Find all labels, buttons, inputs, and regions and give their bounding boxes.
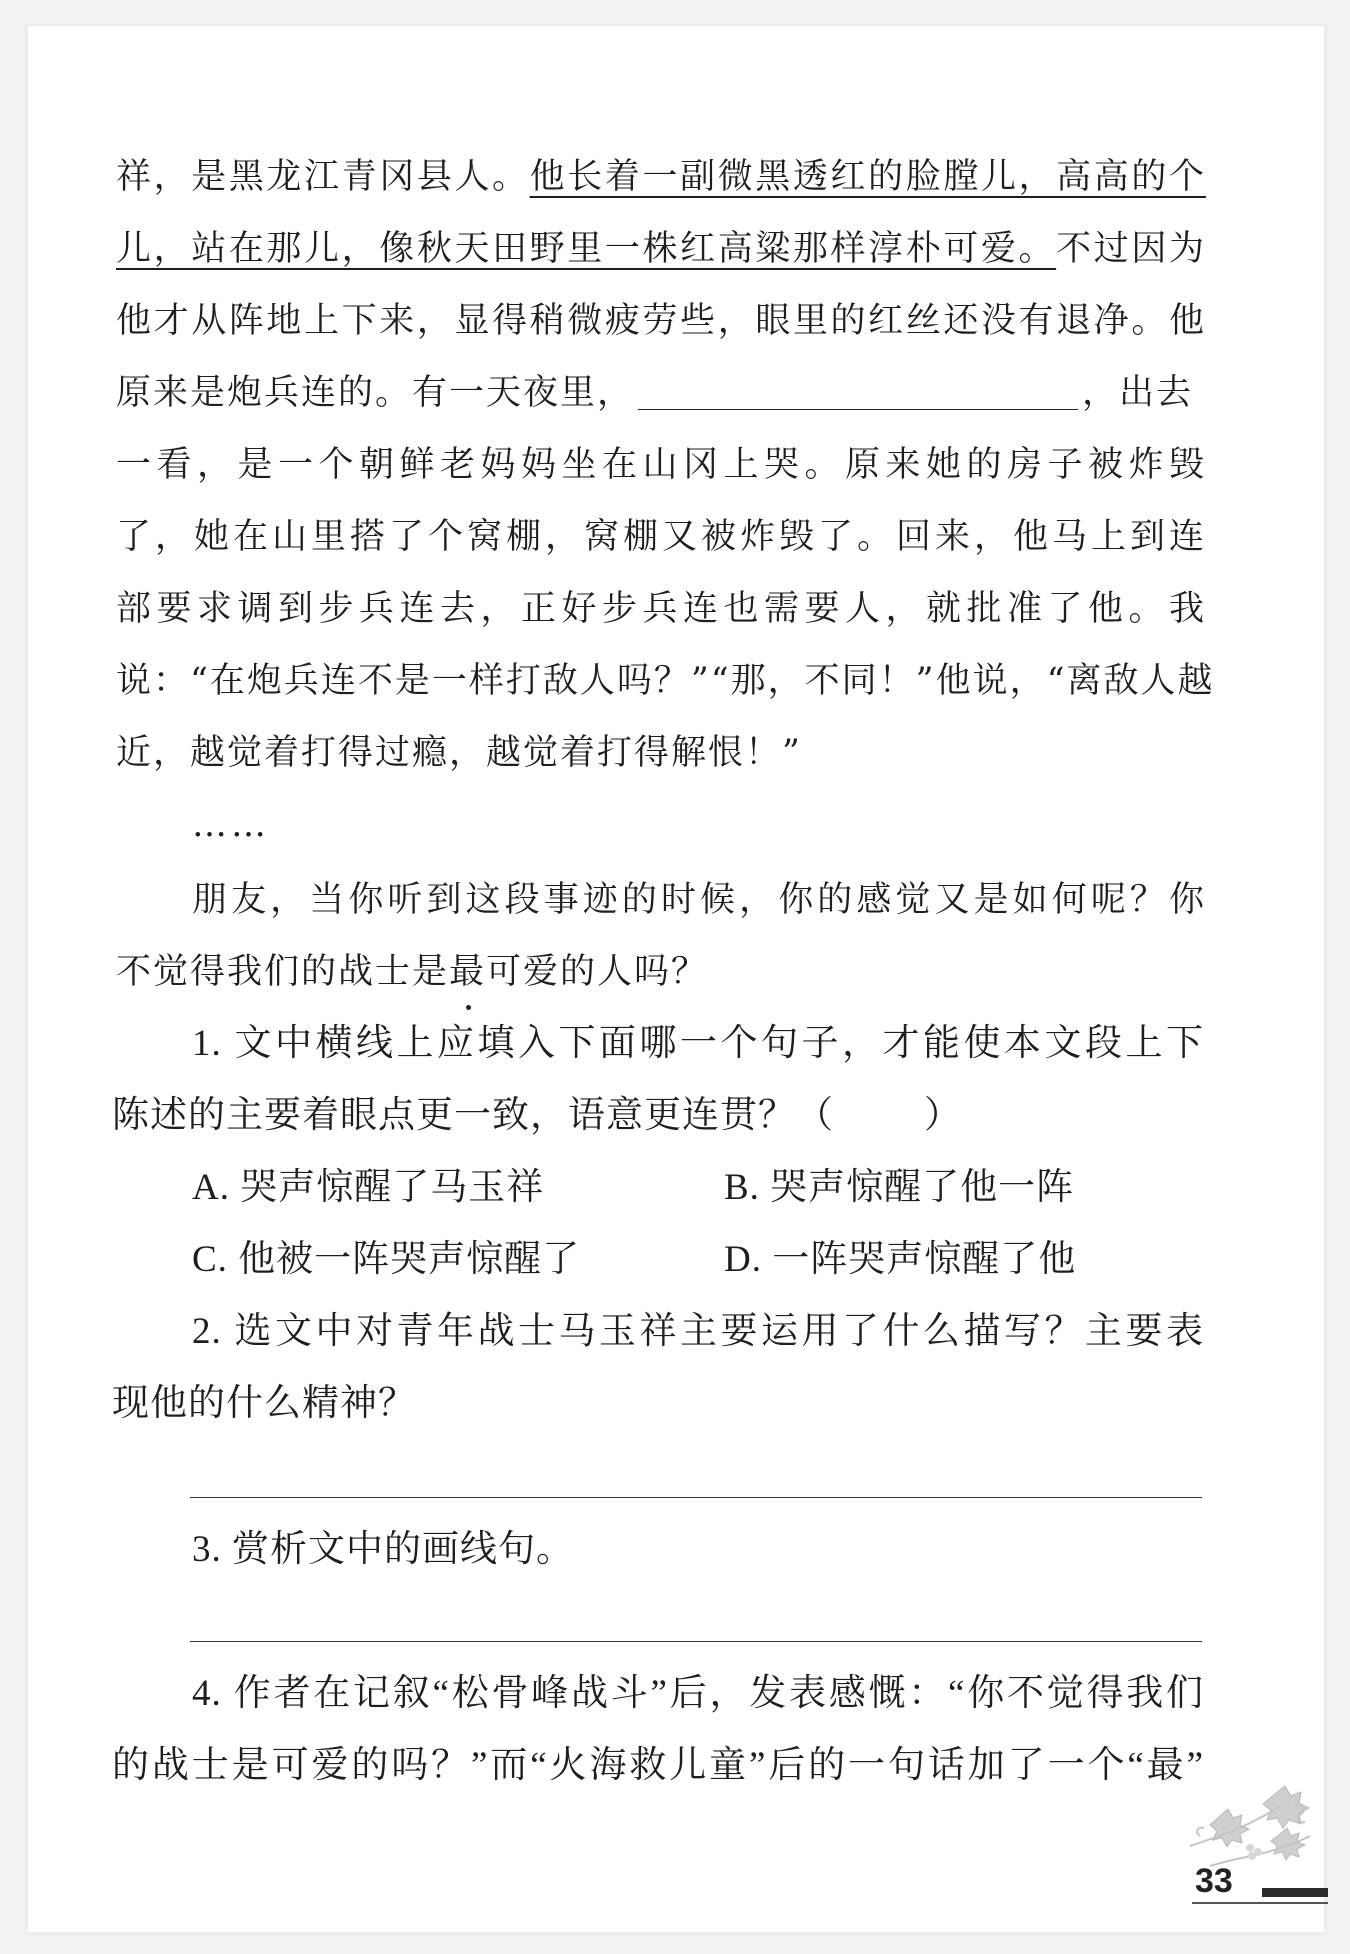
option-b[interactable]: B. 哭声惊醒了他一阵 [724, 1167, 1075, 1208]
page-number-rule [1192, 1902, 1328, 1904]
passage-text: 可爱的人吗？ [486, 952, 709, 992]
emphasis-dot-char: 最 [449, 952, 487, 992]
question-4-line-1: 4. 作者在记叙“松骨峰战斗”后，发表感慨：“你不觉得我们 [192, 1673, 1204, 1714]
passage-line-7: 部要求调到步兵连去，正好步兵连也需要人，就批准了他。我 [116, 589, 1206, 629]
passage-text: ，出去 [1082, 373, 1194, 413]
passage-line-5: 一看，是一个朝鲜老妈妈坐在山冈上哭。原来她的房子被炸毁 [116, 445, 1206, 485]
passage-text: 不过因为 [1056, 229, 1206, 269]
underlined-sentence: 他长着一副微黑透红的脸膛儿，高高的个 [529, 157, 1206, 197]
option-d[interactable]: D. 一阵哭声惊醒了他 [724, 1239, 1077, 1280]
passage-line-2 [116, 229, 1206, 269]
passage-text: 不觉得我们的战士是 [116, 952, 450, 992]
passage-line-6: 了，她在山里搭了个窝棚，窝棚又被炸毁了。回来，他马上到连 [116, 517, 1206, 557]
question-4-line-2: 的战士是可爱的吗？”而“火海救儿童”后的一句话加了一个“最” [112, 1745, 1204, 1786]
question-1-line-2 [112, 1096, 962, 1136]
passage-text: 原来是炮兵连的。有一天夜里， [116, 373, 635, 413]
question-1-line-1: 1. 文中横线上应填入下面哪一个句子，才能使本文段上下 [192, 1023, 1204, 1064]
passage-line-11 [116, 952, 1206, 992]
question-text: 陈述的主要着眼点更一致，语意更连贯？（ [112, 1095, 834, 1136]
page-number-bar [1262, 1888, 1328, 1897]
question-2-line-1: 2. 选文中对青年战士马玉祥主要运用了什么描写？主要表 [192, 1311, 1204, 1352]
passage-line-3: 他才从阵地上下来，显得稍微疲劳些，眼里的红丝还没有退净。他 [116, 301, 1206, 341]
question-3: 3. 赏析文中的画线句。 [192, 1529, 574, 1570]
passage-line-9: 近，越觉着打得过瘾，越觉着打得解恨！” [116, 733, 802, 773]
passage-line-10 [192, 880, 1206, 920]
answer-line-q3[interactable] [190, 1641, 1202, 1642]
page-number: 33 [1195, 1862, 1233, 1900]
passage-line-8: 说：“在炮兵连不是一样打敌人吗？”“那，不同！”他说，“离敌人越 [116, 661, 1215, 701]
passage-line-1 [116, 157, 1206, 197]
question-2-line-2: 现他的什么精神？ [112, 1383, 416, 1424]
fill-in-blank[interactable] [638, 407, 1078, 410]
option-c[interactable]: C. 他被一阵哭声惊醒了 [192, 1239, 581, 1280]
question-text: ） [924, 1095, 962, 1136]
underlined-sentence: 儿，站在那儿，像秋天田野里一株红高粱那样淳朴可爱。 [116, 229, 1057, 269]
passage-line-4 [116, 373, 1206, 413]
answer-line-q2[interactable] [190, 1497, 1202, 1498]
passage-text: 朋友，当你听到这段事迹的时候，你的感觉又是如何呢？你 [192, 880, 1206, 920]
passage-text: 祥，是黑龙江青冈县人。 [116, 157, 530, 197]
passage-ellipsis: …… [192, 805, 270, 845]
option-a[interactable]: A. 哭声惊醒了马玉祥 [192, 1167, 545, 1208]
